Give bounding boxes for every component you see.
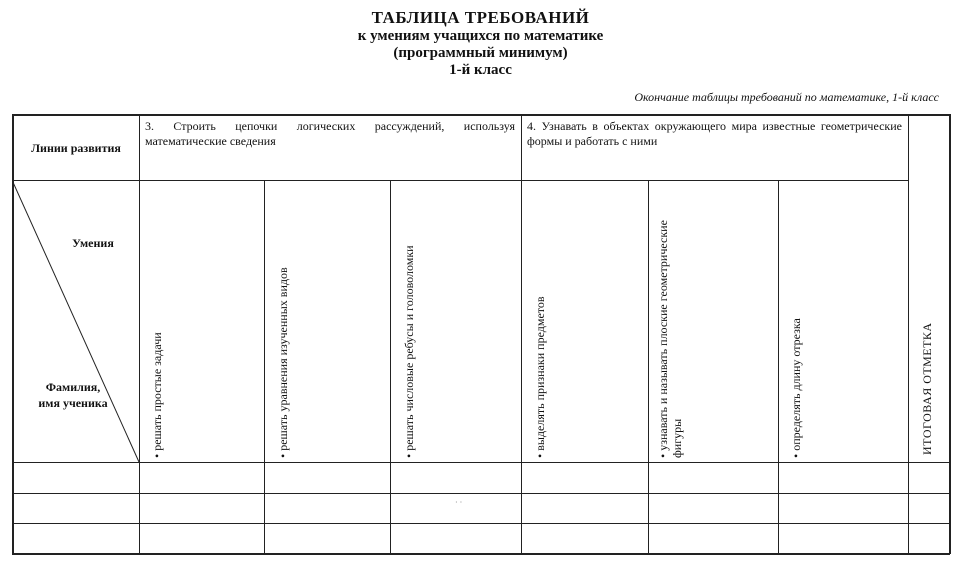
skill-solve-number-puzzles: • решать числовые ребусы и головоломки bbox=[402, 245, 416, 458]
table-top-border bbox=[12, 114, 950, 116]
skill-measure-segment-length: • определять длину отрезка bbox=[789, 318, 803, 458]
skill-solve-equations: • решать уравнения изученных видов bbox=[276, 267, 290, 458]
col-divider-4 bbox=[648, 180, 649, 554]
table-bottom-border bbox=[12, 553, 950, 555]
header-diagonal bbox=[12, 180, 140, 463]
col-divider-2 bbox=[390, 180, 391, 554]
table-caption: Окончание таблицы требований по математике, 1-й класс bbox=[634, 90, 939, 104]
col-divider-section bbox=[521, 114, 522, 554]
row-divider-header bbox=[12, 462, 950, 463]
skill-recognize-plane-figures: • узнавать и называть плоские геометрические фигуры bbox=[656, 220, 684, 458]
development-lines-label: Линии развития bbox=[31, 141, 121, 155]
skill-solve-simple-problems: • решать простые задачи bbox=[150, 332, 164, 458]
section-4-header: 4. Узнавать в объектах окружающего мира известные геометрические формы и работать с ними bbox=[527, 119, 902, 148]
subtitle-line-3: 1-й класс bbox=[449, 62, 512, 78]
skills-label: Умения bbox=[72, 236, 114, 250]
student-label-line-2: имя ученика bbox=[38, 396, 108, 410]
col-divider-1 bbox=[264, 180, 265, 554]
title-block bbox=[0, 8, 961, 79]
skill-identify-object-features: • выделять признаки предметов bbox=[533, 296, 547, 458]
header-row-divider bbox=[12, 180, 909, 181]
row-divider-1 bbox=[12, 493, 950, 494]
subtitle-line-1: к умениям учащихся по математике bbox=[357, 28, 604, 44]
row-divider-2 bbox=[12, 523, 950, 524]
page-title: ТАБЛИЦА ТРЕБОВАНИЙ bbox=[371, 8, 590, 27]
student-label-line-1: Фамилия, bbox=[45, 380, 101, 394]
scan-specks: · · bbox=[455, 498, 463, 507]
section-3-header: 3. Строить цепочки логических рассуждений, используя математические сведения bbox=[145, 119, 515, 148]
col-divider-total bbox=[908, 114, 909, 554]
table-right-border bbox=[949, 114, 951, 554]
col-divider-5 bbox=[778, 180, 779, 554]
total-grade-label: ИТОГОВАЯ ОТМЕТКА bbox=[920, 322, 934, 455]
subtitle-line-2: (программный минимум) bbox=[393, 45, 568, 61]
